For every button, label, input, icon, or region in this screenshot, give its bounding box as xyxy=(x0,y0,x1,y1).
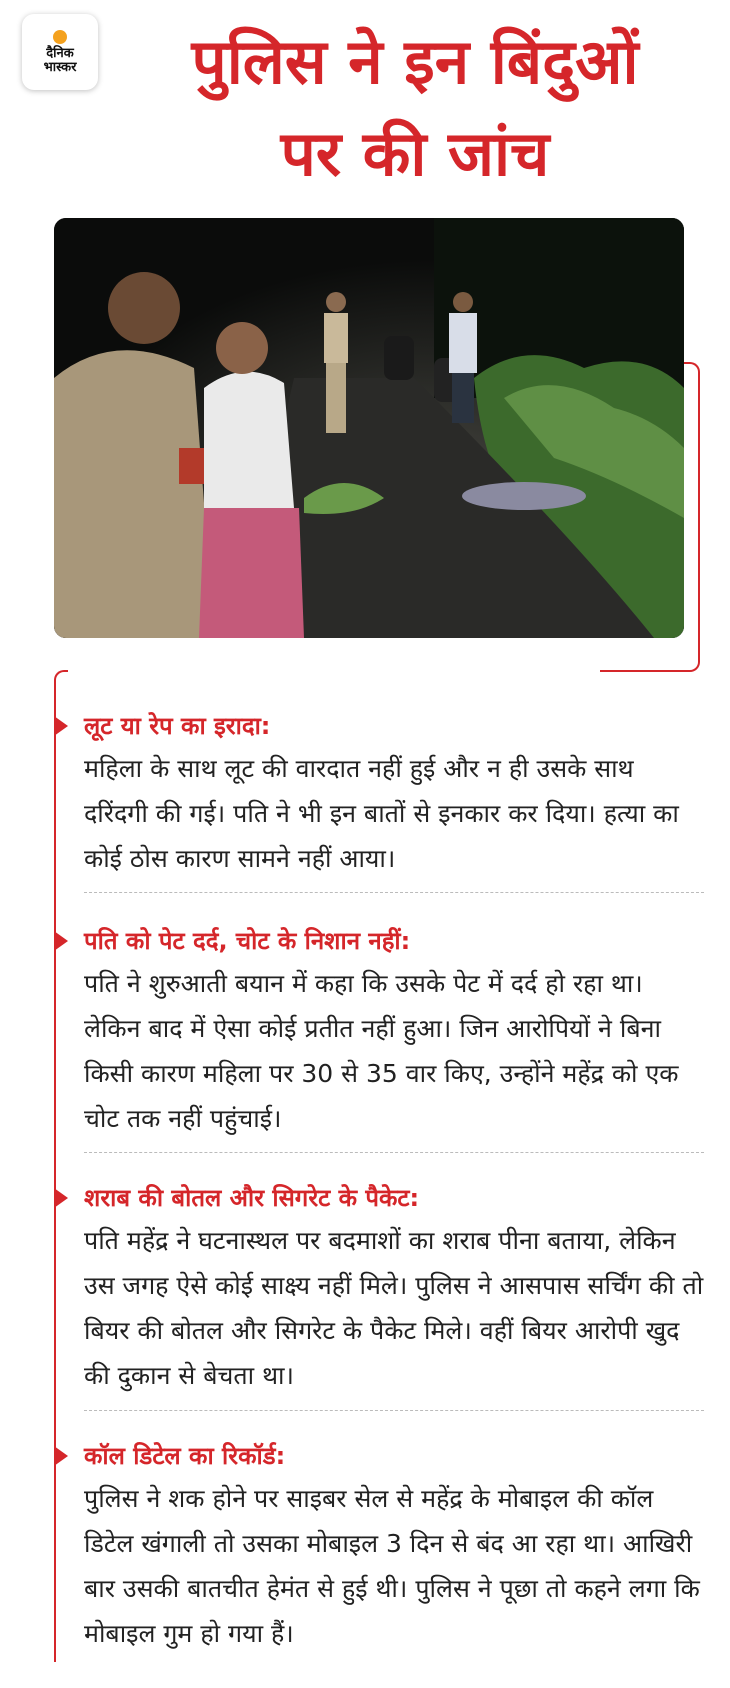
section-heading: शराब की बोतल और सिगरेट के पैकेट: xyxy=(84,1184,420,1212)
point-section-liquor xyxy=(84,1178,704,1398)
point-section-call-details xyxy=(84,1436,704,1656)
decorative-frame-left xyxy=(54,670,68,1662)
section-body: पति ने शुरुआती बयान में कहा कि उसके पेट में दर्द हो रहा था। लेकिन बाद में ऐसा कोई प्रतीत नहीं हुआ। जिन आरोपियों ने बिना किसी कारण महिला पर 30 से 35 वार किए, उन्होंने महेंद्र को एक चोट तक नहीं पहुंचाई। xyxy=(84,969,679,1133)
logo-text-line1: दैनिक xyxy=(46,45,74,61)
point-section-stomach-pain xyxy=(84,921,704,1141)
night-scene-illustration xyxy=(54,218,684,638)
triangle-marker-icon xyxy=(54,931,68,951)
section-body: महिला के साथ लूट की वारदात नहीं हुई और न ही उसके साथ दरिंदगी की गई। पति ने भी इन बातों से इनकार कर दिया। हत्या का कोई ठोस कारण सामने नहीं आया। xyxy=(84,754,679,873)
triangle-marker-icon xyxy=(54,1446,68,1466)
triangle-marker-icon xyxy=(54,1188,68,1208)
title-line1: पुलिस ने इन बिंदुओं xyxy=(191,25,639,98)
point-section-loot xyxy=(84,706,704,881)
brand-logo xyxy=(22,14,98,90)
section-body: पुलिस ने शक होने पर साइबर सेल से महेंद्र के मोबाइल की कॉल डिटेल खंगाली तो उसका मोबाइल 3 दिन से बंद आ रहा था। आखिरी बार उसकी बातचीत हेमंत से हुई थी। पुलिस ने पूछा तो कहने लगा कि मोबाइल गुम हो गया हैं। xyxy=(84,1484,700,1648)
sun-icon xyxy=(53,30,67,44)
section-body: पति महेंद्र ने घटनास्थल पर बदमाशों का शराब पीना बताया, लेकिन उस जगह ऐसे कोई साक्ष्य नहीं मिले। पुलिस ने आसपास सर्चिंग की तो बियर की बोतल और सिगरेट के पैकेट मिले। वहीं बियर आरोपी खुद की दुकान से बेचता था। xyxy=(84,1226,704,1390)
separator xyxy=(84,892,704,893)
separator xyxy=(84,1152,704,1153)
section-heading: पति को पेट दर्द, चोट के निशान नहीं: xyxy=(84,927,411,955)
triangle-marker-icon xyxy=(54,716,68,736)
logo-text-line2: भास्कर xyxy=(43,59,77,75)
title-line2: पर की जांच xyxy=(280,117,550,190)
page-title xyxy=(110,16,720,200)
section-heading: लूट या रेप का इरादा: xyxy=(84,712,271,740)
crime-scene-photo xyxy=(54,218,684,638)
section-heading: कॉल डिटेल का रिकॉर्ड: xyxy=(84,1442,286,1470)
separator xyxy=(84,1410,704,1411)
